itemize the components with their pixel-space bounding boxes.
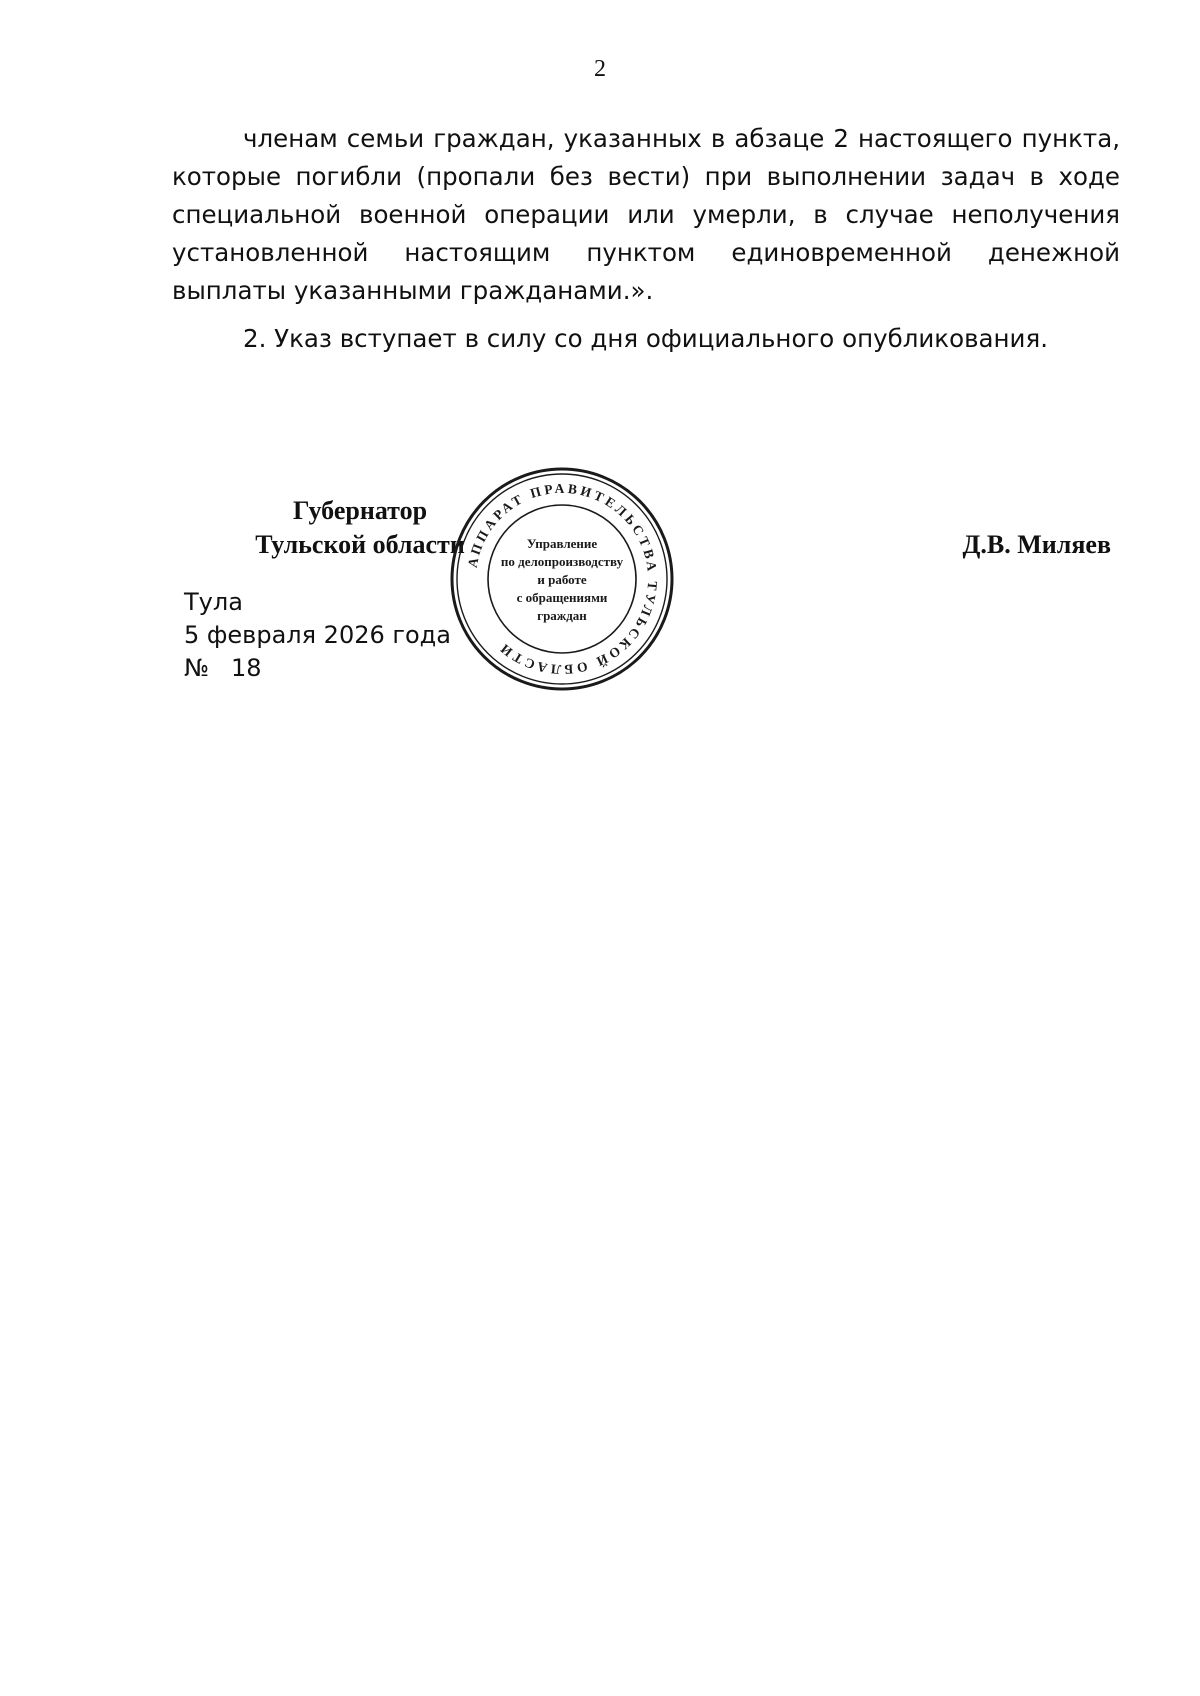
paragraph-family-members: членам семьи граждан, указанных в абзаце 2 настоящего пункта, которые погибли (пропали без вести) при выполнении задач в ходе специальной военной операции или умерли, в случае неполучения установленной настоящим пунктом единовременной денежной выплаты указанными гражданами.». xyxy=(172,124,1120,305)
paragraph-entry-into-force: 2. Указ вступает в силу со дня официального опубликования. xyxy=(243,324,1048,353)
seal-center-line-4: с обращениями xyxy=(516,590,608,605)
issuance-number: 18 xyxy=(230,654,262,682)
document-body xyxy=(172,120,1120,358)
seal-graphic xyxy=(447,464,677,694)
seal-center-text xyxy=(501,536,624,623)
seal-center-line-2: по делопроизводству xyxy=(500,554,624,569)
official-seal xyxy=(447,464,677,694)
seal-center-line-1: Управление xyxy=(526,536,598,551)
seal-ring-textpath: АППАРАТ ПРАВИТЕЛЬСТВА ТУЛЬСКОЙ ОБЛАСТИ xyxy=(464,480,661,678)
signer-name: Д.В. Миляев xyxy=(962,530,1111,559)
issuance-number-line xyxy=(184,652,451,685)
signer-title-line-2: Тульской области xyxy=(255,530,465,559)
signer-title-line-1: Губернатор xyxy=(292,496,428,525)
page-number: 2 xyxy=(594,56,606,82)
seal-center-line-3: и работе xyxy=(537,572,587,587)
seal-center-line-5: граждан xyxy=(537,608,587,623)
issuance-date: 5 февраля 2026 года xyxy=(184,621,451,649)
issuance-details xyxy=(184,586,451,685)
issuance-place: Тула xyxy=(184,588,243,616)
number-sign: № xyxy=(184,654,209,682)
